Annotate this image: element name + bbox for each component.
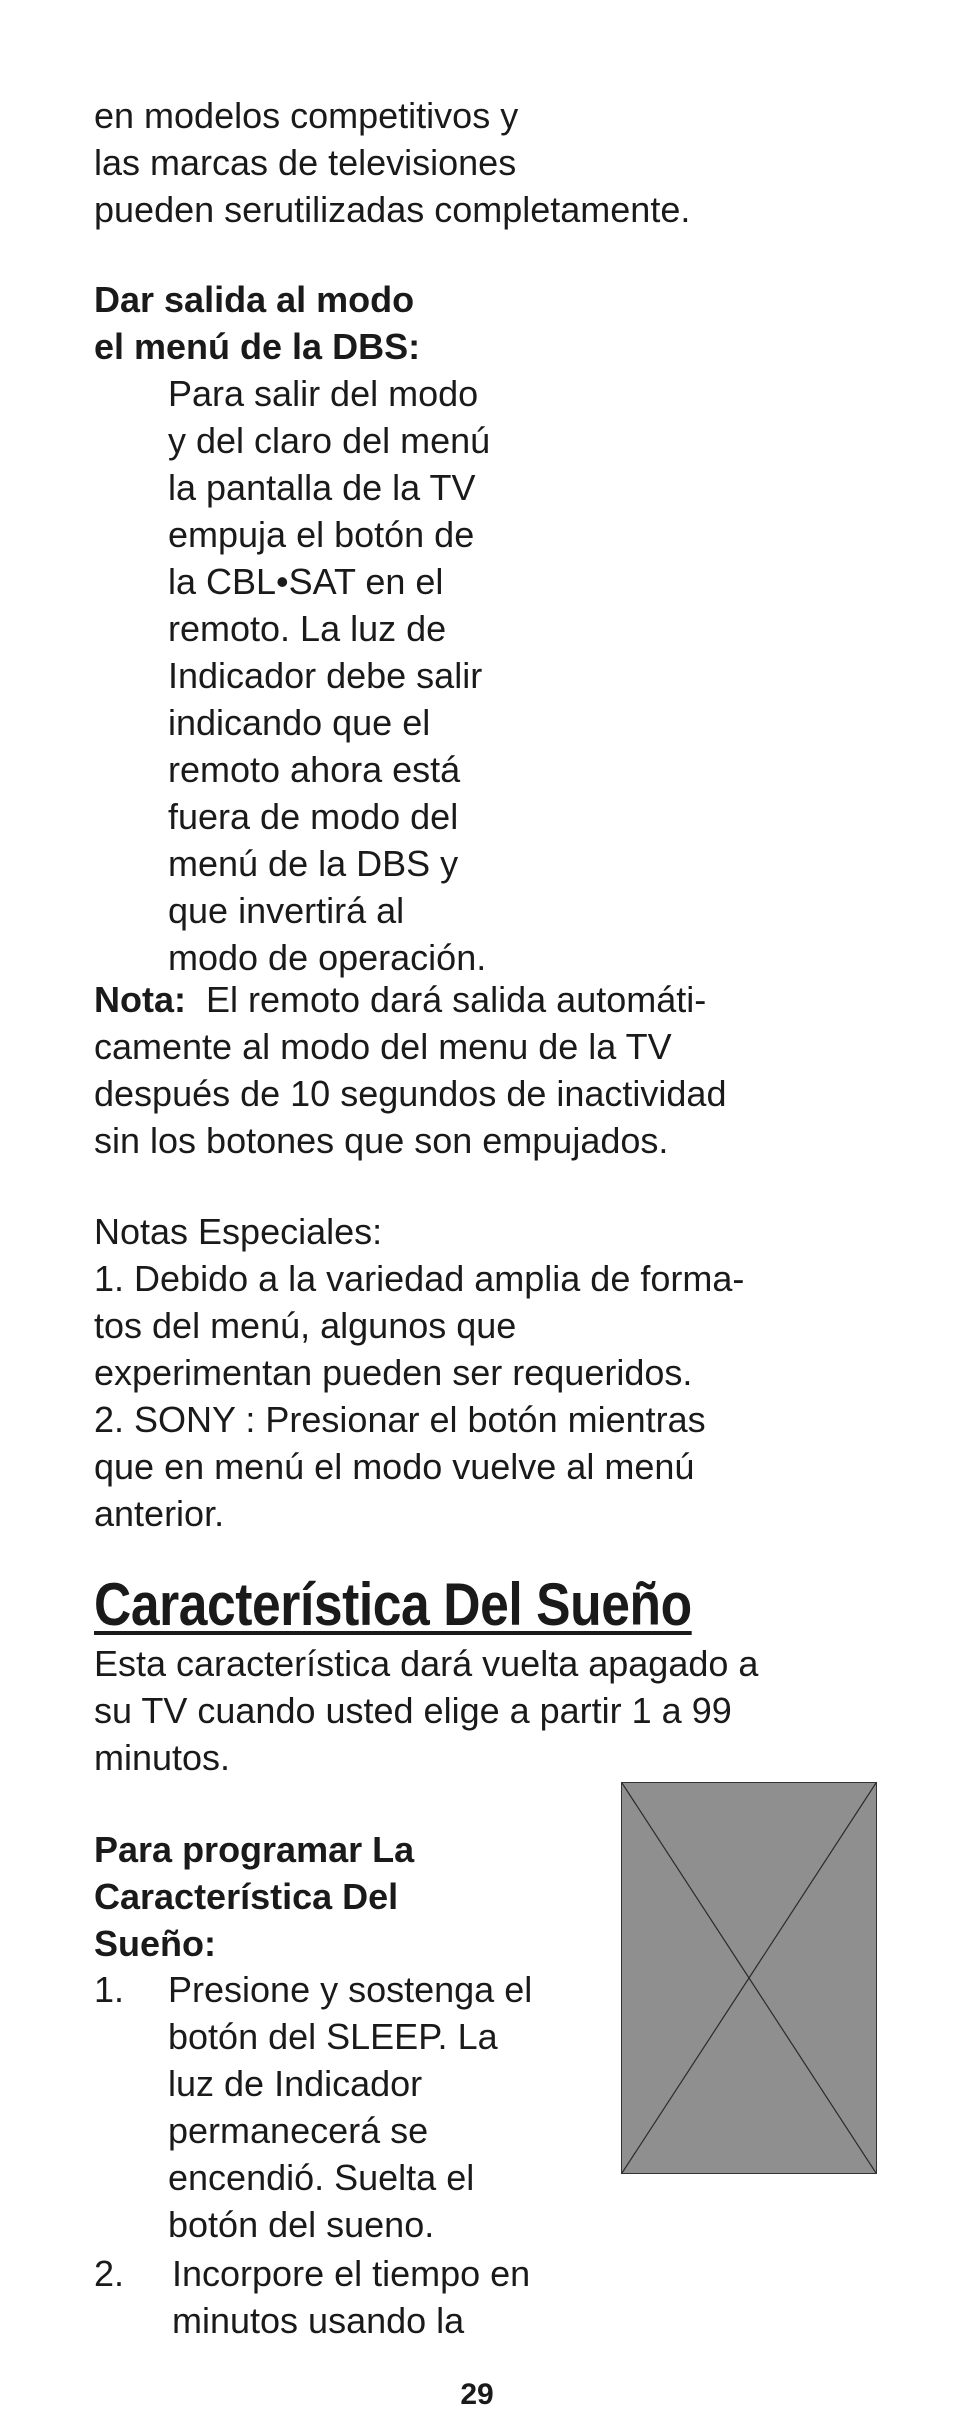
exit-body-line: Para salir del modo	[168, 373, 479, 414]
program-sleep-heading	[94, 1826, 414, 1967]
figure-placeholder	[621, 1782, 877, 2174]
note-paragraph	[94, 976, 726, 1164]
exit-body-line: modo de operación.	[168, 937, 487, 978]
step-line: botón del sueno.	[168, 2204, 435, 2245]
program-heading-line: Para programar La	[94, 1829, 415, 1870]
exit-heading-line: el menú de la DBS:	[94, 326, 421, 367]
special-notes-line: Notas Especiales:	[94, 1211, 383, 1252]
intro-line: las marcas de televisiones	[94, 142, 517, 183]
step-line: Presione y sostenga el	[168, 1969, 533, 2010]
note-first-line	[94, 976, 726, 1023]
step-2	[94, 2250, 654, 2344]
intro-line: pueden serutilizadas completamente.	[94, 189, 691, 230]
exit-body-line: Indicador debe salir	[168, 655, 483, 696]
exit-body-line: menú de la DBS y	[168, 843, 459, 884]
special-notes-line: anterior.	[94, 1493, 225, 1534]
step-line: permanecerá se	[168, 2110, 429, 2151]
step-line: Incorpore el tiempo en	[172, 2253, 531, 2294]
sleep-intro	[94, 1640, 758, 1781]
sleep-intro-line: Esta característica dará vuelta apagado a	[94, 1643, 759, 1684]
special-notes-line: 1. Debido a la variedad amplia de forma-	[94, 1258, 745, 1299]
exit-body-line: y del claro del menú	[168, 420, 491, 461]
exit-body-line: fuera de modo del	[168, 796, 459, 837]
step-line: minutos usando la	[172, 2300, 465, 2341]
exit-menu-body	[168, 370, 490, 981]
special-notes-line: 2. SONY : Presionar el botón mientras	[94, 1399, 706, 1440]
special-notes-line: que en menú el modo vuelve al menú	[94, 1446, 695, 1487]
special-notes	[94, 1208, 744, 1537]
exit-body-line: empuja el botón de	[168, 514, 475, 555]
note-line: camente al modo del menu de la TV	[94, 1026, 672, 1067]
placeholder-cross-icon	[622, 1783, 876, 2173]
step-number: 1.	[94, 1969, 125, 2010]
special-notes-line: experimentan pueden ser requeridos.	[94, 1352, 693, 1393]
exit-body-line: la pantalla de la TV	[168, 467, 476, 508]
step-line: luz de Indicador	[168, 2063, 423, 2104]
step-body	[172, 2250, 530, 2344]
note-line: después de 10 segundos de inactividad	[94, 1073, 727, 1114]
intro-line: en modelos competitivos y	[94, 95, 519, 136]
step-1	[94, 1966, 654, 2248]
step-body	[168, 1966, 532, 2248]
page-number: 29	[460, 2378, 494, 2411]
special-notes-line: tos del menú, algunos que	[94, 1305, 517, 1346]
exit-body-line: remoto ahora está	[168, 749, 461, 790]
note-first-text: El remoto dará salida automáti-	[186, 979, 707, 1020]
intro-paragraph	[94, 92, 690, 233]
step-line: botón del SLEEP. La	[168, 2016, 498, 2057]
program-heading-line: Sueño:	[94, 1923, 216, 1964]
exit-menu-heading	[94, 276, 420, 370]
exit-body-line: la CBL•SAT en el	[168, 561, 444, 602]
note-line: sin los botones que son empujados.	[94, 1120, 669, 1161]
sleep-feature-title: Característica Del Sueño	[94, 1571, 692, 1638]
sleep-intro-line: su TV cuando usted elige a partir 1 a 99	[94, 1690, 732, 1731]
step-number: 2.	[94, 2253, 125, 2294]
exit-body-line: remoto. La luz de	[168, 608, 447, 649]
step-line: encendió. Suelta el	[168, 2157, 475, 2198]
program-heading-line: Característica Del	[94, 1876, 399, 1917]
note-label: Nota:	[94, 979, 186, 1020]
exit-heading-line: Dar salida al modo	[94, 279, 415, 320]
exit-body-line: que invertirá al	[168, 890, 405, 931]
exit-body-line: indicando que el	[168, 702, 431, 743]
sleep-intro-line: minutos.	[94, 1737, 231, 1778]
